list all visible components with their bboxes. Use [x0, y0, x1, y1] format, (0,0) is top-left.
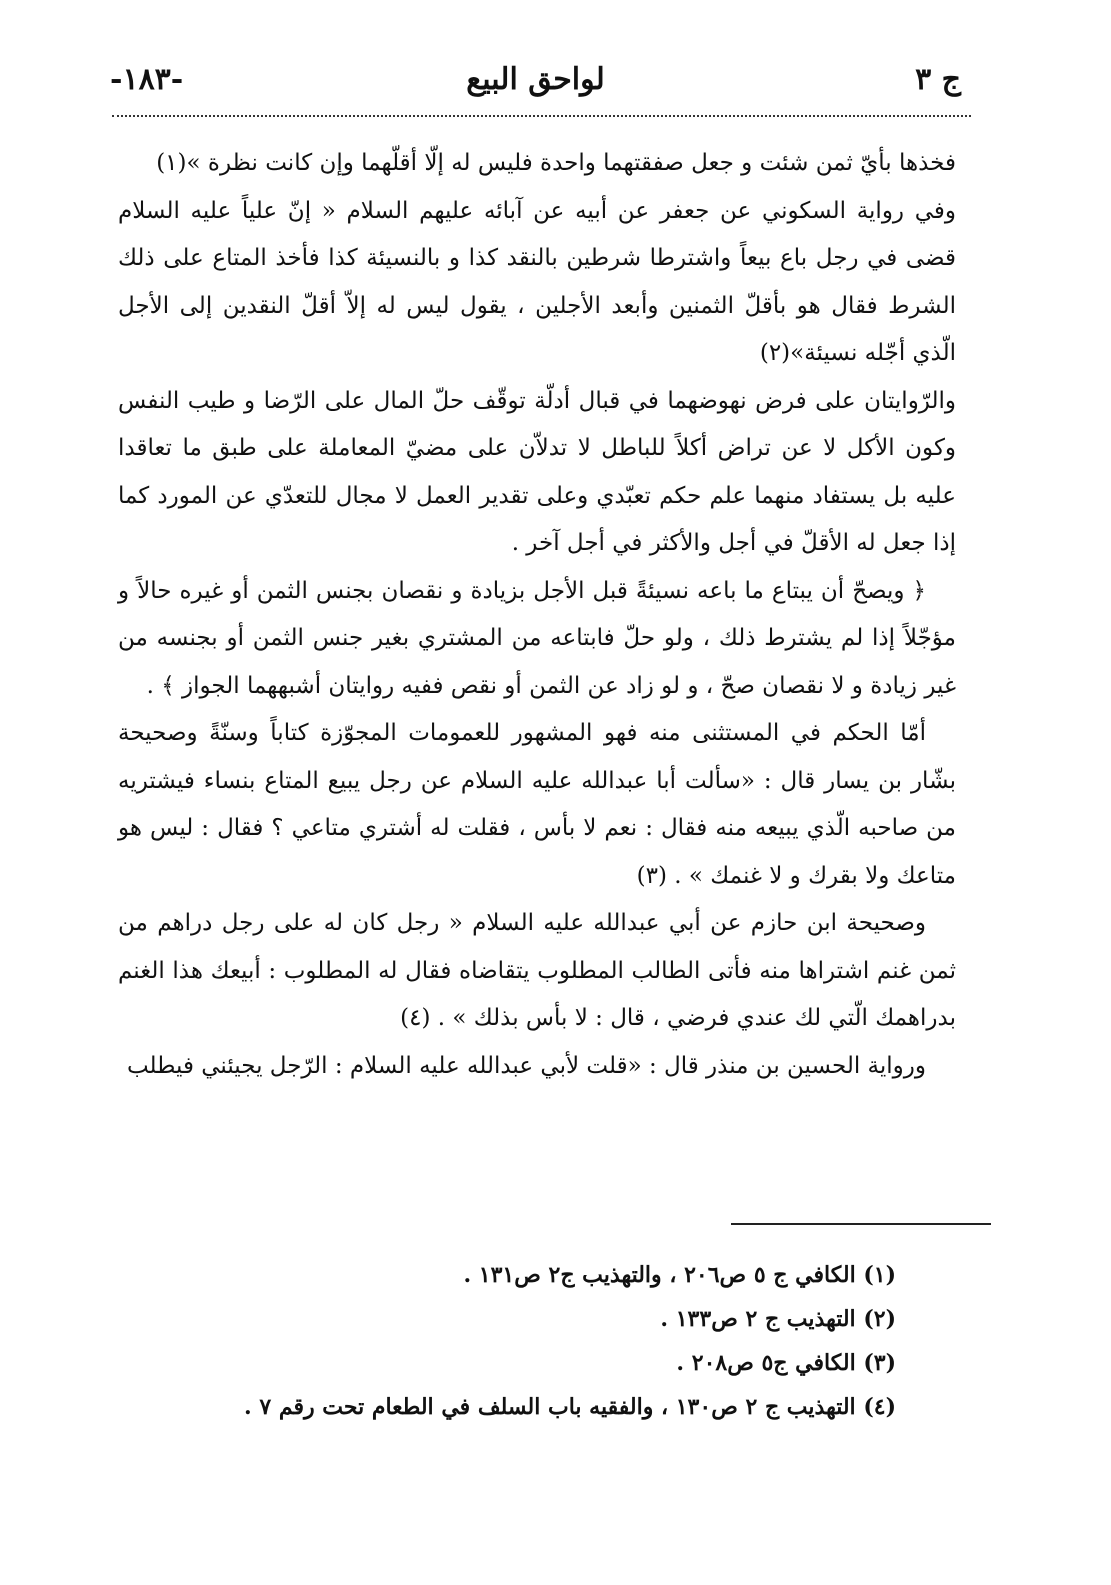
paragraph: ورواية الحسين بن منذر قال : «قلت لأبي عبدالله عليه السلام : الرّجل يجيئني فيطلب [126, 1052, 926, 1079]
paragraph: أمّا الحكم في المستثنى منه فهو المشهور للعمومات المجوّزة كتاباً وسنّةً وصحيحة بشّار بن يسار قال : «سألت أبا عبدالله عليه السلام عن رجل يبيع المتاع بنساء فيشتريه من صاحبه الّذي يبيعه منه فقال : نعم لا بأس ، فقلت له أشتري متاعي ؟ فقال : ليس هو متاعك ولا بقرك و لا غنمك » . (٣) [118, 720, 956, 889]
footnote: (٢) التهذيب ج ٢ ص١٣٣ . [660, 1306, 896, 1332]
footnotes [150, 1253, 896, 1429]
paragraph: وفي رواية السكوني عن جعفر عن أبيه عن آبائه عليهم السلام « إنّ علياً عليه السلام قضى في رجل باع بيعاً واشترطا شرطين بالنقد كذا و بالنسيئة كذا فأخذ المتاع على ذلك الشرط فقال هو بأقلّ الثمنين وأبعد الأجلين ، يقول ليس له إلاّ أقلّ النقدين إلى الأجل الّذي أجّله نسيئة»(٢) [118, 197, 956, 366]
page-number: -١٨٣- [110, 62, 184, 97]
main-text [118, 140, 956, 1090]
paragraph: والرّوايتان على فرض نهوضهما في قبال أدلّة توقّف حلّ المال على الرّضا و طيب النفس وكون الأكل لا عن تراض أكلاً للباطل لا تدلاّن على مضيّ المعاملة على طبق ما تعاقدا عليه بل يستفاد منهما علم حكم تعبّدي وعلى تقدير العمل لا مجال للتعدّي عن المورد كما إذا جعل له الأقلّ في أجل والأكثر في أجل آخر . [118, 387, 956, 556]
footnote: (٤) التهذيب ج ٢ ص١٣٠ ، والفقيه باب السلف في الطعام تحت رقم ٧ . [244, 1394, 896, 1420]
header-divider [112, 115, 971, 117]
paragraph: وصحيحة ابن حازم عن أبي عبدالله عليه السلام « رجل كان له على رجل دراهم من ثمن غنم اشتراها منه فأتى الطالب المطلوب يتقاضاه فقال له المطلوب : أبيعك هذا الغنم بدراهمك الّتي لك عندي فرضي ، قال : لا بأس بذلك » . (٤) [118, 910, 956, 1031]
page-header [110, 62, 961, 102]
footnote: (٣) الكافي ج٥ ص٢٠٨ . [676, 1350, 896, 1376]
footnote-divider [731, 1223, 991, 1225]
chapter-title: لواحق البيع [466, 62, 605, 97]
paragraph: فخذها بأيّ ثمن شئت و جعل صفقتهما واحدة فليس له إلّا أقلّهما وإن كانت نظرة »(١) [156, 150, 956, 176]
footnote: (١) الكافي ج ٥ ص٢٠٦ ، والتهذيب ج٢ ص١٣١ . [463, 1262, 896, 1288]
paragraph: ﴿ ويصحّ أن يبتاع ما باعه نسيئةً قبل الأجل بزيادة و نقصان بجنس الثمن أو غيره حالاً و مؤجّلاً إذا لم يشترط ذلك ، ولو حلّ فابتاعه من المشتري بغير جنس الثمن أو بجنسه من غير زيادة و لا نقصان صحّ ، و لو زاد عن الثمن أو نقص ففيه روايتان أشبههما الجواز ﴾ . [118, 577, 956, 699]
volume-label: ج ٣ [915, 62, 961, 97]
